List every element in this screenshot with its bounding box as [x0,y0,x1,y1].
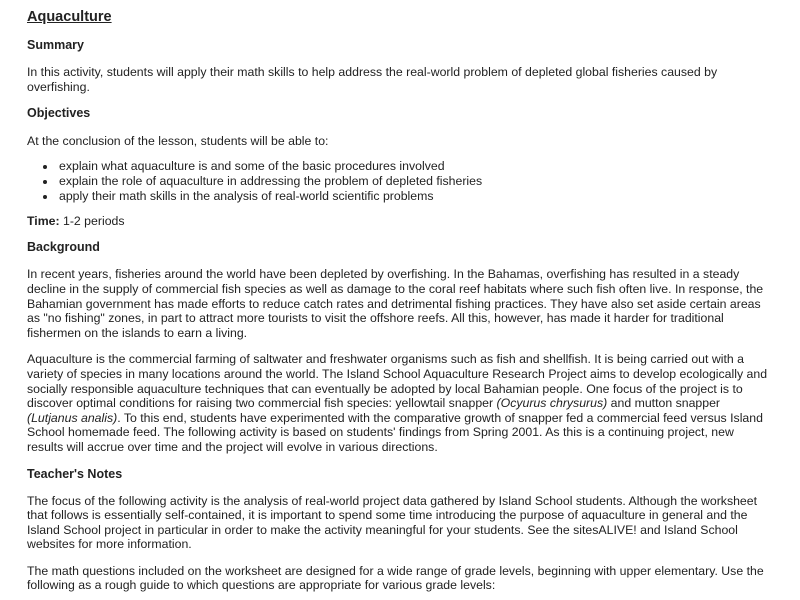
objective-item: • apply their math skills in the analysis of real-world scientific problems [57,189,773,204]
background-heading: Background [27,240,100,255]
background-paragraph-1: In recent years, fisheries around the world have been depleted by overfishing. In the Bahamas, overfishing has resulted in a steady decline in the supply of commercial fish species as well as damage to the coral reef habitats where such fish often live. In response, the Bahamian government has made efforts to reduce catch rates and detrimental fishing practices. They have also set aside certain areas as "no fishing" zones, in part to attract more tourists to visit the offshore reefs. All this, however, has made it harder for traditional fishermen on the islands to earn a living. [27,267,764,340]
objective-item: • explain the role of aquaculture in addressing the problem of depleted fisheries [57,174,773,189]
background-paragraph-2 [27,352,773,454]
summary-heading: Summary [27,38,84,52]
teachers-notes-paragraph-1: The focus of the following activity is the analysis of real-world project data gathered by Island School students. Although the worksheet that follows is essentially self-contained, it is important to spend some time introducing the purpose of aquaculture in general and the Island School project in particular in order to make the activity meaningful for your students. See the sitesALIVE! and Island School websites for more information. [27,493,758,552]
species-name-mutton: (Lutjanus analis) [27,410,118,425]
background-text: . To this end, students have experimented with the comparative growth of snapper fed a commercial feed versus Island School homemade feed. The following activity is based on students' findings from Spring 2001. As this is a continuing project, new results will accrue over time and the project will evolve in various directions. [27,410,763,454]
teachers-notes-paragraph-2: The math questions included on the worksheet are designed for a wide range of grade levels, beginning with upper elementary. Use the following as a rough guide to which questions are appropriate for various grade levels: [27,563,764,593]
page-title: Aquaculture [27,9,112,25]
objectives-intro: At the conclusion of the lesson, students will be able to: [27,134,329,149]
species-name-yellowtail: (Ocyurus chrysurus) [496,396,608,411]
objectives-heading: Objectives [27,106,91,121]
objective-item: • explain what aquaculture is and some of the basic procedures involved [57,159,773,174]
time-label: Time: [27,213,60,228]
time-line [27,214,773,229]
summary-text: In this activity, students will apply their math skills to help address the real-world problem of depleted global fisheries caused by overfishing. [27,65,718,94]
teachers-notes-heading: Teacher's Notes [27,466,123,481]
time-value: 1-2 periods [59,213,125,228]
objectives-list [27,159,773,204]
background-text: Aquaculture is the commercial farming of saltwater and freshwater organisms such as fish and shellfish. It is being carried out with a variety of species in many locations around the world. The Island School Aquaculture Research Project aims to develop ecologically and socially responsible aquaculture techniques that can eventually be adopted by local Bahamian people. One focus of the project is to discover optimal conditions for raising two commercial fish species: yellowtail snapper [27,352,768,411]
background-text: and mutton snapper [607,396,721,411]
